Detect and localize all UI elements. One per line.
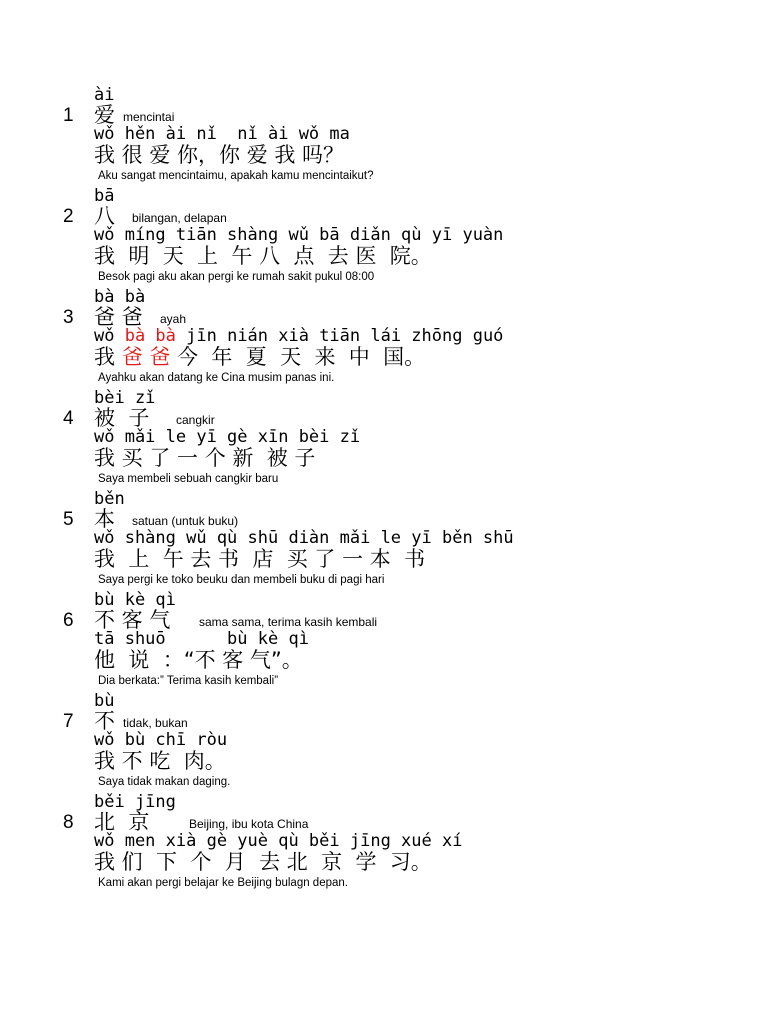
vocab-entry-7 [0, 691, 768, 800]
sentence-pinyin-post: jīn nián xià tiān lái zhōng guó [175, 326, 504, 346]
highlighted-pinyin: bà bà [124, 326, 176, 346]
sentence-pinyin-pre: wǒ [94, 326, 125, 346]
word-pinyin: bèi zǐ [94, 388, 156, 408]
sentence-translation: Ayahku akan datang ke Cina musim panas ini. [98, 372, 335, 384]
entry-number: 4 [63, 408, 74, 429]
sentence-translation: Besok pagi aku akan pergi ke rumah sakit pukul 08:00 [98, 271, 375, 283]
word-meaning: tidak, bukan [123, 716, 188, 730]
vocab-entry-4 [0, 388, 768, 497]
sentence-translation: Aku sangat mencintaimu, apakah kamu mencintaikut? [98, 170, 374, 182]
entry-number: 7 [63, 711, 74, 732]
word-hanzi: 爱 [94, 103, 115, 127]
entry-number: 2 [63, 206, 74, 227]
vocab-entry-1 [0, 85, 768, 194]
entry-number: 8 [63, 812, 74, 833]
sentence-translation: Saya pergi ke toko beuku dan membeli buku di pagi hari [98, 574, 385, 586]
word-hanzi: 不 [94, 709, 115, 733]
sentence-hanzi [94, 345, 425, 369]
sentence-translation: Kami akan pergi belajar ke Beijing bulagn depan. [98, 877, 348, 889]
sentence-pinyin: wǒ mǎi le yī gè xīn bèi zǐ [94, 427, 361, 447]
word-meaning: sama sama, terima kasih kembali [199, 615, 378, 629]
sentence-pinyin: wǒ bù chī ròu [94, 730, 228, 750]
word-hanzi: 北 京 [94, 810, 150, 834]
word-pinyin: běn [94, 489, 125, 509]
sentence-hanzi: 我 买 了 一 个 新 被 子 [94, 446, 316, 470]
vocab-entry-2 [0, 186, 768, 295]
word-hanzi: 八 [94, 204, 115, 228]
sentence-pinyin: wǒ míng tiān shàng wǔ bā diǎn qù yī yuàn [94, 225, 504, 245]
vocab-entry-6 [0, 590, 768, 699]
word-pinyin: bù kè qì [94, 590, 176, 610]
word-pinyin: ài [94, 85, 115, 105]
entry-number: 5 [63, 509, 74, 530]
word-meaning: mencintai [123, 110, 175, 124]
sentence-hanzi: 我 不 吃 肉。 [94, 749, 226, 773]
vocab-entry-3 [0, 287, 768, 396]
word-meaning: bilangan, delapan [132, 211, 227, 225]
word-meaning: satuan (untuk buku) [132, 514, 239, 528]
entry-number: 1 [63, 105, 74, 126]
word-pinyin: bà bà [94, 287, 146, 307]
word-hanzi: 不 客 气 [94, 608, 171, 632]
entry-number: 3 [63, 307, 74, 328]
sentence-pinyin: wǒ hěn ài nǐ nǐ ài wǒ ma [94, 124, 350, 144]
word-pinyin: bā [94, 186, 115, 206]
word-hanzi: 本 [94, 507, 115, 531]
sentence-hanzi-post: 今 年 夏 天 来 中 国。 [170, 345, 426, 369]
sentence-hanzi: 我 明 天 上 午 八 点 去 医 院。 [94, 244, 432, 268]
word-meaning: cangkir [176, 413, 215, 427]
highlighted-hanzi: 爸 爸 [121, 345, 171, 369]
sentence-translation: Saya membeli sebuah cangkir baru [98, 473, 279, 485]
sentence-pinyin: tā shuō bù kè qì [94, 629, 309, 649]
word-hanzi: 爸 爸 [94, 305, 143, 329]
sentence-pinyin: wǒ men xià gè yuè qù běi jīng xué xí [94, 831, 463, 851]
sentence-translation: Dia berkata:” Terima kasih kembali” [98, 675, 279, 687]
entry-number: 6 [63, 610, 74, 631]
sentence-hanzi: 我 们 下 个 月 去 北 京 学 习。 [94, 850, 432, 874]
sentence-translation: Saya tidak makan daging. [98, 776, 231, 788]
vocab-entry-8 [0, 792, 768, 901]
sentence-hanzi: 我 很 爱 你，你 爱 我 吗？ [94, 143, 345, 167]
vocab-entry-5 [0, 489, 768, 598]
sentence-hanzi-pre: 我 [94, 345, 122, 369]
word-hanzi: 被 子 [94, 406, 150, 430]
word-pinyin: běi jīng [94, 792, 176, 812]
word-meaning: ayah [160, 312, 187, 326]
sentence-pinyin: wǒ shàng wǔ qù shū diàn mǎi le yī běn shū [94, 528, 514, 548]
word-pinyin: bù [94, 691, 115, 711]
sentence-hanzi: 他 说 ：“不 客 气”。 [94, 648, 303, 672]
word-meaning: Beijing, ibu kota China [189, 817, 309, 831]
sentence-pinyin [94, 327, 503, 345]
sentence-hanzi: 我 上 午 去 书 店 买 了 一 本 书 [94, 547, 426, 571]
